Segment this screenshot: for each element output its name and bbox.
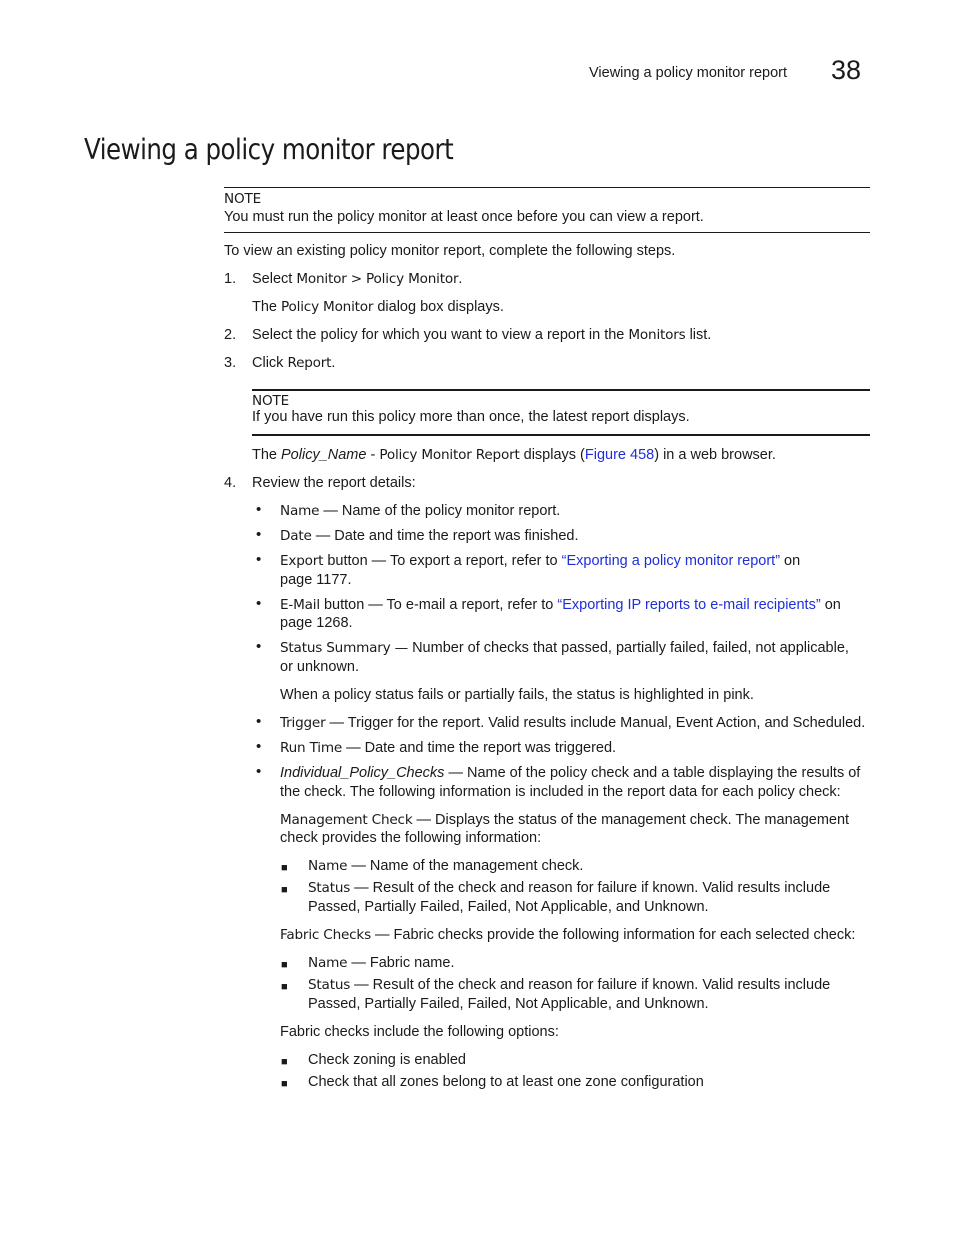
exporting-ip-reports-link[interactable]: “Exporting IP reports to e-mail recipients” — [557, 597, 821, 613]
bullet-name: Name — Name of the policy monitor report. — [280, 503, 561, 519]
step-3-result: The Policy_Name - Policy Monitor Report displays (Figure 458) in a web browser. — [252, 447, 776, 463]
exporting-policy-report-link[interactable]: “Exporting a policy monitor report” — [561, 553, 781, 569]
bullet-icon: • — [256, 595, 262, 612]
square-bullet-icon: ■ — [281, 981, 288, 993]
note-label: NOTE — [224, 191, 261, 207]
square-bullet-icon: ■ — [281, 1078, 288, 1090]
fabric-item-name: Name — Fabric name. — [308, 955, 455, 971]
management-item-status-line2: Passed, Partially Failed, Failed, Not Applicable, and Unknown. — [308, 899, 709, 915]
step-number: 2. — [224, 327, 237, 343]
step-number: 4. — [224, 475, 237, 491]
square-bullet-icon: ■ — [281, 884, 288, 896]
step-1-result: The Policy Monitor dialog box displays. — [252, 299, 504, 315]
step-4-text: Review the report details: — [252, 475, 416, 491]
note-bottom-rule — [224, 232, 870, 233]
bullet-icon: • — [256, 738, 262, 755]
fabric-item-status-line2: Passed, Partially Failed, Failed, Not Applicable, and Unknown. — [308, 996, 709, 1012]
ui-list-name: Monitors — [628, 327, 686, 343]
bullet-date: Date — Date and time the report was finished. — [280, 528, 579, 544]
note-text: If you have run this policy more than once, the latest report displays. — [252, 409, 690, 425]
bullet-run-time: Run Time — Date and time the report was triggered. — [280, 740, 617, 756]
chapter-number: 38 — [831, 55, 862, 85]
management-item-name: Name — Name of the management check. — [308, 858, 584, 874]
fabric-option-item: Check zoning is enabled — [308, 1052, 466, 1068]
bullet-icon: • — [256, 526, 262, 543]
fabric-item-status: Status — Result of the check and reason for failure if known. Valid results include — [308, 977, 831, 993]
figure-link[interactable]: Figure 458 — [584, 447, 655, 463]
ui-dialog-name: Policy Monitor — [281, 299, 374, 315]
ui-button-name: Report — [287, 355, 332, 371]
note-top-rule — [224, 187, 870, 188]
step-number: 1. — [224, 271, 237, 287]
note-text: You must run the policy monitor at least once before you can view a report. — [224, 209, 704, 225]
management-check-paragraph: Management Check — Displays the status of the management check. The management — [280, 812, 850, 828]
status-paragraph: When a policy status fails or partially fails, the status is highlighted in pink. — [280, 687, 754, 703]
ui-menu-path: Monitor > Policy Monitor — [296, 271, 459, 287]
fabric-options-intro: Fabric checks include the following options: — [280, 1024, 559, 1040]
running-header-title: Viewing a policy monitor report — [589, 65, 787, 81]
step-2-text: Select the policy for which you want to view a report in the Monitors list. — [252, 327, 712, 343]
bullet-trigger: Trigger — Trigger for the report. Valid results include Manual, Event Action, and Scheduled. — [280, 715, 866, 731]
page-title: Viewing a policy monitor report — [84, 133, 454, 166]
bullet-icon: • — [256, 638, 262, 655]
bullet-icon: • — [256, 713, 262, 730]
step-1-text: Select Monitor > Policy Monitor. — [252, 271, 463, 287]
bullet-export-line2: page 1177. — [280, 572, 352, 588]
management-check-line2: check provides the following information: — [280, 830, 542, 846]
bullet-email: E-Mail button — To e-mail a report, refer to “Exporting IP reports to e-mail recipients” on — [280, 597, 841, 613]
square-bullet-icon: ■ — [281, 1056, 288, 1068]
note-top-rule — [252, 389, 870, 391]
bullet-icon: • — [256, 763, 262, 780]
step-3-text: Click Report. — [252, 355, 336, 371]
intro-paragraph: To view an existing policy monitor report, complete the following steps. — [224, 243, 676, 259]
fabric-checks-paragraph: Fabric Checks — Fabric checks provide the following information for each selected check: — [280, 927, 856, 943]
note-label: NOTE — [252, 393, 289, 409]
square-bullet-icon: ■ — [281, 862, 288, 874]
square-bullet-icon: ■ — [281, 959, 288, 971]
bullet-icon: • — [256, 501, 262, 518]
bullet-status-summary: Status Summary — Number of checks that passed, partially failed, failed, not applicable, — [280, 640, 849, 656]
management-item-status: Status — Result of the check and reason for failure if known. Valid results include — [308, 880, 831, 896]
bullet-email-line2: page 1268. — [280, 615, 353, 631]
bullet-export: Export button — To export a report, refer to “Exporting a policy monitor report” on — [280, 553, 801, 569]
bullet-individual-checks: Individual_Policy_Checks — Name of the policy check and a table displaying the results of — [280, 765, 861, 781]
step-number: 3. — [224, 355, 237, 371]
fabric-option-item: Check that all zones belong to at least one zone configuration — [308, 1074, 704, 1090]
bullet-status-line2: or unknown. — [280, 659, 359, 675]
note-bottom-rule — [252, 434, 870, 436]
bullet-icon: • — [256, 551, 262, 568]
bullet-individual-line2: the check. The following information is included in the report data for each policy check: — [280, 784, 841, 800]
